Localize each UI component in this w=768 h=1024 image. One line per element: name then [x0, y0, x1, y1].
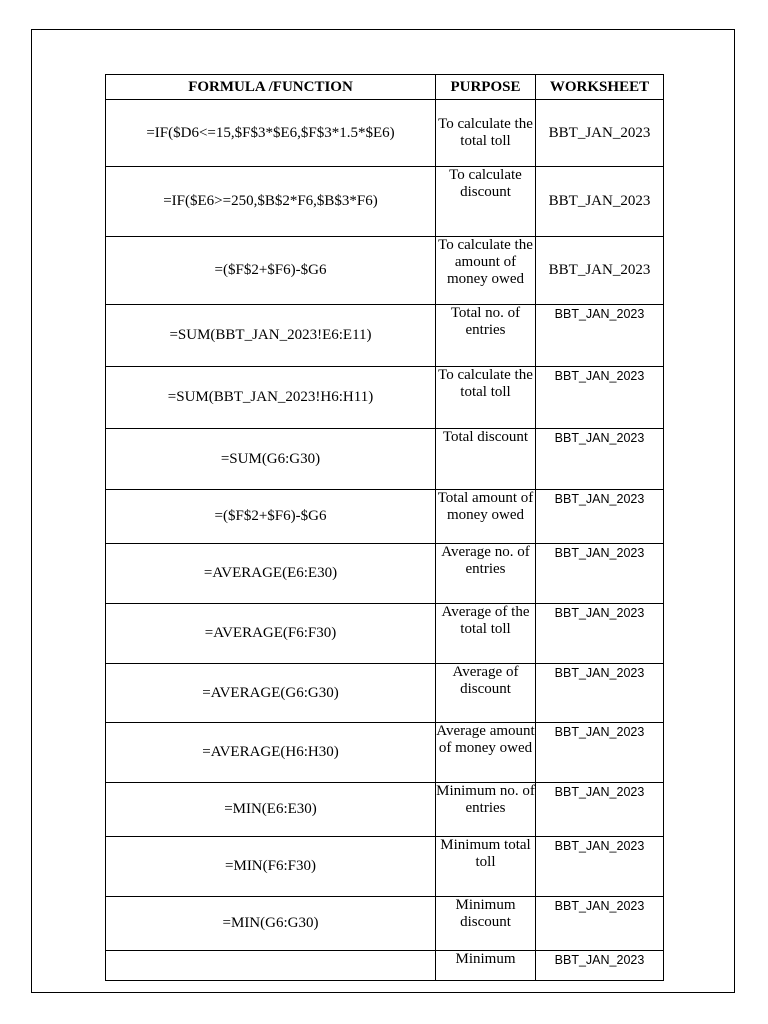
- purpose-text: Total no. of entries: [450, 305, 521, 338]
- formula-table: [105, 74, 664, 981]
- purpose-text: To calculate the total toll: [438, 367, 533, 400]
- formula-cell: =IF($E6>=250,$B$2*F6,$B$3*F6): [106, 167, 436, 237]
- table-row: [106, 544, 664, 604]
- purpose-cell: [436, 167, 536, 237]
- purpose-cell: [436, 664, 536, 723]
- table-row: [106, 490, 664, 544]
- worksheet-cell: BBT_JAN_2023: [536, 490, 664, 544]
- formula-cell: =AVERAGE(E6:E30): [106, 544, 436, 604]
- purpose-cell: [436, 723, 536, 783]
- worksheet-cell: BBT_JAN_2023: [536, 783, 664, 837]
- purpose-cell: [436, 305, 536, 367]
- header-formula: FORMULA /FUNCTION: [106, 75, 436, 100]
- formula-cell: =($F$2+$F6)-$G6: [106, 237, 436, 305]
- worksheet-cell: BBT_JAN_2023: [536, 897, 664, 951]
- formula-cell: =MIN(G6:G30): [106, 897, 436, 951]
- formula-cell: =AVERAGE(F6:F30): [106, 604, 436, 664]
- worksheet-cell: BBT_JAN_2023: [536, 367, 664, 429]
- table-row: [106, 664, 664, 723]
- formula-cell: =SUM(BBT_JAN_2023!E6:E11): [106, 305, 436, 367]
- table-row: [106, 783, 664, 837]
- worksheet-cell: BBT_JAN_2023: [536, 604, 664, 664]
- table-row: [106, 100, 664, 167]
- table-row: [106, 237, 664, 305]
- purpose-cell: [436, 429, 536, 490]
- purpose-text: Average amount of money owed: [436, 723, 535, 756]
- table-row: [106, 429, 664, 490]
- purpose-cell: [436, 783, 536, 837]
- purpose-text: Average of the total toll: [441, 604, 530, 637]
- purpose-cell: [436, 490, 536, 544]
- purpose-text: Minimum: [455, 951, 516, 967]
- formula-cell: =AVERAGE(H6:H30): [106, 723, 436, 783]
- purpose-cell: [436, 367, 536, 429]
- formula-cell: =($F$2+$F6)-$G6: [106, 490, 436, 544]
- purpose-text: To calculate the amount of money owed: [438, 237, 533, 287]
- purpose-text: Minimum total toll: [440, 837, 531, 870]
- formula-cell: =AVERAGE(G6:G30): [106, 664, 436, 723]
- purpose-text: Total amount of money owed: [437, 490, 534, 523]
- formula-cell: =MIN(F6:F30): [106, 837, 436, 897]
- table-row: [106, 305, 664, 367]
- worksheet-cell: BBT_JAN_2023: [536, 723, 664, 783]
- table-row: [106, 897, 664, 951]
- purpose-cell: [436, 837, 536, 897]
- worksheet-cell: BBT_JAN_2023: [536, 100, 664, 167]
- worksheet-cell: BBT_JAN_2023: [536, 837, 664, 897]
- formula-cell: =SUM(BBT_JAN_2023!H6:H11): [106, 367, 436, 429]
- worksheet-cell: BBT_JAN_2023: [536, 429, 664, 490]
- worksheet-cell: BBT_JAN_2023: [536, 544, 664, 604]
- formula-cell: =MIN(E6:E30): [106, 783, 436, 837]
- purpose-cell: [436, 604, 536, 664]
- header-purpose: PURPOSE: [436, 75, 536, 100]
- purpose-cell: [436, 237, 536, 305]
- purpose-text: Minimum discount: [455, 897, 516, 930]
- worksheet-cell: BBT_JAN_2023: [536, 951, 664, 981]
- purpose-text: Total discount: [442, 429, 529, 445]
- purpose-cell: [436, 544, 536, 604]
- worksheet-cell: BBT_JAN_2023: [536, 664, 664, 723]
- table-row: [106, 723, 664, 783]
- worksheet-cell: BBT_JAN_2023: [536, 305, 664, 367]
- formula-cell: =SUM(G6:G30): [106, 429, 436, 490]
- purpose-cell: [436, 951, 536, 981]
- purpose-cell: [436, 100, 536, 167]
- table-row: [106, 167, 664, 237]
- purpose-text: To calculate the total toll: [438, 116, 533, 149]
- worksheet-cell: BBT_JAN_2023: [536, 167, 664, 237]
- table-row: [106, 367, 664, 429]
- header-worksheet: WORKSHEET: [536, 75, 664, 100]
- purpose-text: To calculate discount: [449, 167, 522, 200]
- purpose-cell: [436, 897, 536, 951]
- formula-cell: =IF($D6<=15,$F$3*$E6,$F$3*1.5*$E6): [106, 100, 436, 167]
- table-row: [106, 837, 664, 897]
- purpose-text: Average no. of entries: [441, 544, 530, 577]
- table-row: [106, 951, 664, 981]
- purpose-text: Average of discount: [452, 664, 519, 697]
- header-row: [106, 75, 664, 100]
- formula-cell: [106, 951, 436, 981]
- purpose-text: Minimum no. of entries: [436, 783, 535, 816]
- worksheet-cell: BBT_JAN_2023: [536, 237, 664, 305]
- table-row: [106, 604, 664, 664]
